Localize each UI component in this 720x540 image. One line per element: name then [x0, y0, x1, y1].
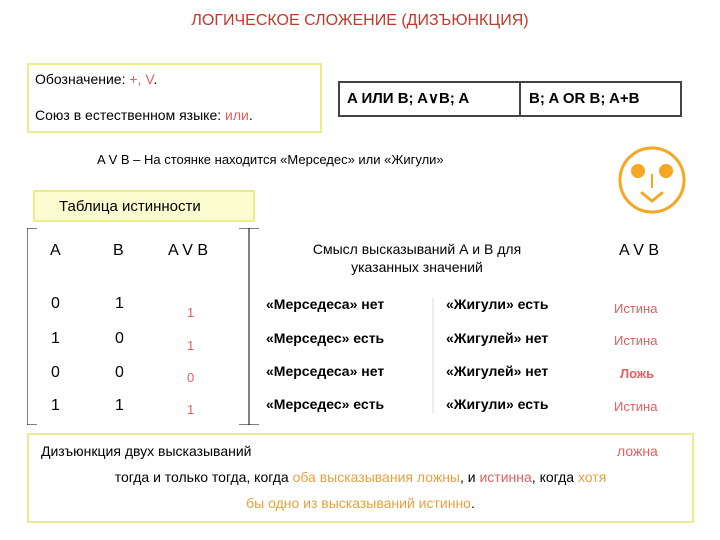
- summary-part: Дизъюнкция двух высказываний: [41, 443, 252, 459]
- smiley-icon: [618, 146, 686, 214]
- truth-table: [27, 228, 694, 425]
- conjunction-line: [35, 107, 253, 123]
- header-a: A: [50, 242, 61, 259]
- summary-part: , когда: [531, 469, 578, 485]
- cell-a: 0: [51, 364, 60, 381]
- summary-one-true: бы одно из высказываний истинно: [246, 495, 471, 511]
- cell-statement-a: «Мерседес» есть: [266, 330, 385, 346]
- summary-false-word: ложна: [617, 443, 658, 459]
- cell-b: 0: [115, 330, 124, 347]
- cell-statement-a: «Мерседеса» нет: [266, 296, 385, 312]
- formula-box: [338, 81, 682, 117]
- cell-a: 0: [51, 295, 60, 312]
- notation-box: [27, 63, 322, 133]
- cell-b: 1: [115, 397, 124, 414]
- header-meaning: [267, 240, 567, 276]
- summary-part: , и: [459, 469, 480, 485]
- header-meaning-line2: указанных значений: [351, 259, 483, 275]
- formula-right: B; A OR B; A+B: [529, 90, 640, 107]
- cell-result: Ложь: [620, 366, 655, 381]
- cell-b: 0: [115, 364, 124, 381]
- truth-table-label: Таблица истинности: [33, 190, 255, 222]
- notation-label: Обозначение:: [35, 71, 130, 87]
- cell-avb: 1: [187, 402, 195, 417]
- summary-at-least: хотя: [577, 469, 607, 485]
- summary-box: [27, 433, 694, 523]
- summary-part: .: [470, 495, 475, 511]
- cell-b: 1: [115, 295, 124, 312]
- summary-part: тогда и только тогда, когда: [114, 469, 293, 485]
- cell-statement-a: «Мерседеса» нет: [266, 363, 385, 379]
- formula-divider: [519, 81, 521, 117]
- header-result: A V B: [619, 242, 660, 259]
- cell-avb: 1: [187, 338, 195, 353]
- page-title: ЛОГИЧЕСКОЕ СЛОЖЕНИЕ (ДИЗЪЮНКЦИЯ): [191, 12, 529, 29]
- formula-left: A ИЛИ B; A∨B; A: [347, 90, 470, 107]
- cell-avb: 0: [187, 370, 195, 385]
- conjunction-label: Союз в естественном языке:: [35, 107, 226, 123]
- example-sentence: A V B – На стоянке находится «Мерседес» или «Жигули»: [97, 152, 444, 167]
- header-b: B: [113, 242, 124, 259]
- header-meaning-line1: Смысл высказываний А и В для: [312, 241, 522, 257]
- summary-true-word: истинна: [479, 469, 532, 485]
- conjunction-period: .: [248, 107, 253, 123]
- notation-line: [35, 71, 157, 87]
- cell-statement-b: «Жигули» есть: [446, 296, 549, 312]
- cell-a: 1: [51, 397, 60, 414]
- header-avb: A V B: [168, 242, 209, 259]
- cell-result: Истина: [614, 333, 658, 348]
- cell-a: 1: [51, 330, 60, 347]
- cell-statement-b: «Жигулей» нет: [446, 363, 549, 379]
- notation-symbols: +, V: [129, 71, 154, 87]
- cell-statement-a: «Мерседес» есть: [266, 396, 385, 412]
- cell-statement-b: «Жигулей» нет: [446, 330, 549, 346]
- cell-avb: 1: [187, 305, 195, 320]
- summary-line-2: [29, 469, 692, 485]
- summary-line-3: [29, 495, 692, 511]
- cell-statement-b: «Жигули» есть: [446, 396, 549, 412]
- conjunction-value: или: [225, 107, 249, 123]
- cell-result: Истина: [614, 399, 658, 414]
- cell-result: Истина: [614, 301, 658, 316]
- notation-period: .: [153, 71, 158, 87]
- summary-both-false: оба высказывания ложны: [292, 469, 460, 485]
